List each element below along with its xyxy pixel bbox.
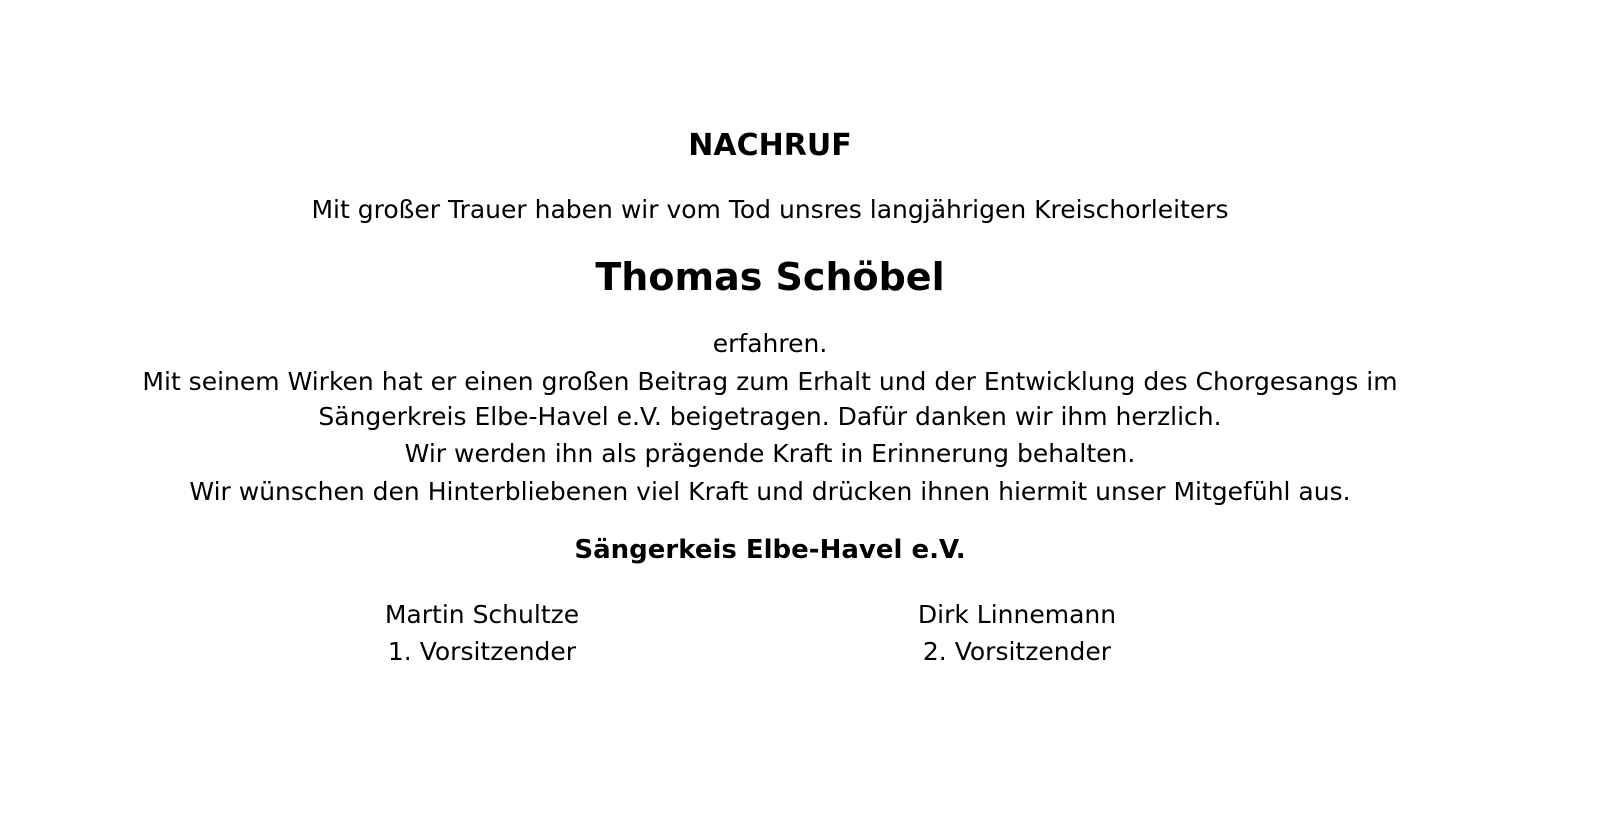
body-line: Wir werden ihn als prägende Kraft in Erinnerung behalten.: [404, 439, 1136, 468]
body-line: Wir wünschen den Hinterbliebenen viel Kraft und drücken ihnen hiermit unser Mitgefühl aus.: [189, 477, 1351, 506]
signatory-name: Martin Schultze: [384, 600, 580, 629]
body-line: Sängerkreis Elbe-Havel e.V. beigetragen. Dafür danken wir ihm herzlich.: [318, 402, 1222, 431]
signatory-role: 2. Vorsitzender: [922, 637, 1112, 666]
body-line: erfahren.: [712, 329, 828, 358]
document-heading: NACHRUF: [688, 128, 852, 163]
signatory-role: 1. Vorsitzender: [387, 637, 577, 666]
intro-text: Mit großer Trauer haben wir vom Tod unsres langjährigen Kreischorleiters: [311, 195, 1229, 224]
deceased-name: Thomas Schöbel: [595, 255, 945, 299]
signatory-first: [282, 596, 682, 670]
signatory-second: [817, 596, 1217, 670]
body-line: Mit seinem Wirken hat er einen großen Beitrag zum Erhalt und der Entwicklung des Chorgesangs im: [142, 367, 1398, 396]
signatory-name: Dirk Linnemann: [917, 600, 1117, 629]
organization-name: Sängerkeis Elbe-Havel e.V.: [574, 535, 966, 565]
